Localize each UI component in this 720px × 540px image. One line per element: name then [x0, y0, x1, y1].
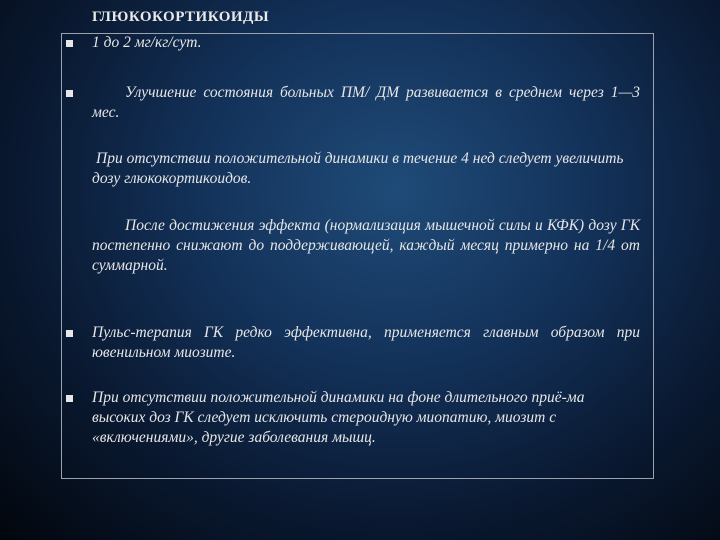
list-item-improvement: Улучшение состояния больных ПМ/ ДМ развивается в среднем через 1—3 мес. — [92, 84, 640, 121]
list-item-dose-reduction: После достижения эффекта (нормализация мышечной силы и КФК) дозу ГК постепенно снижают до поддерживающей, каждый месяц примерно на 1/4 от суммарной. — [92, 217, 640, 274]
bullet-square-icon — [66, 40, 73, 47]
list-item-no-dynamics: При отсутствии положительной динамики в течение 4 нед следует увеличить дозу глюкокортикоидов. — [92, 150, 624, 187]
bullet-square-icon — [66, 330, 73, 337]
list-item-pulse-therapy: Пульс-терапия ГК редко эффективна, применяется главным образом при ювенильном миозите. — [92, 324, 640, 361]
bullet-square-icon — [66, 90, 73, 97]
list-item-dose: 1 до 2 мг/кг/сут. — [92, 34, 202, 51]
list-item-exclusions: При отсутствии положительной динамики на фоне длительного приё-ма высоких доз ГК следует исключить стероидную миопатию, миозит с «включениями», другие заболевания мышц. — [92, 389, 585, 446]
slide-heading: ГЛЮКОКОРТИКОИДЫ — [92, 9, 270, 25]
bullet-square-icon — [66, 395, 73, 402]
